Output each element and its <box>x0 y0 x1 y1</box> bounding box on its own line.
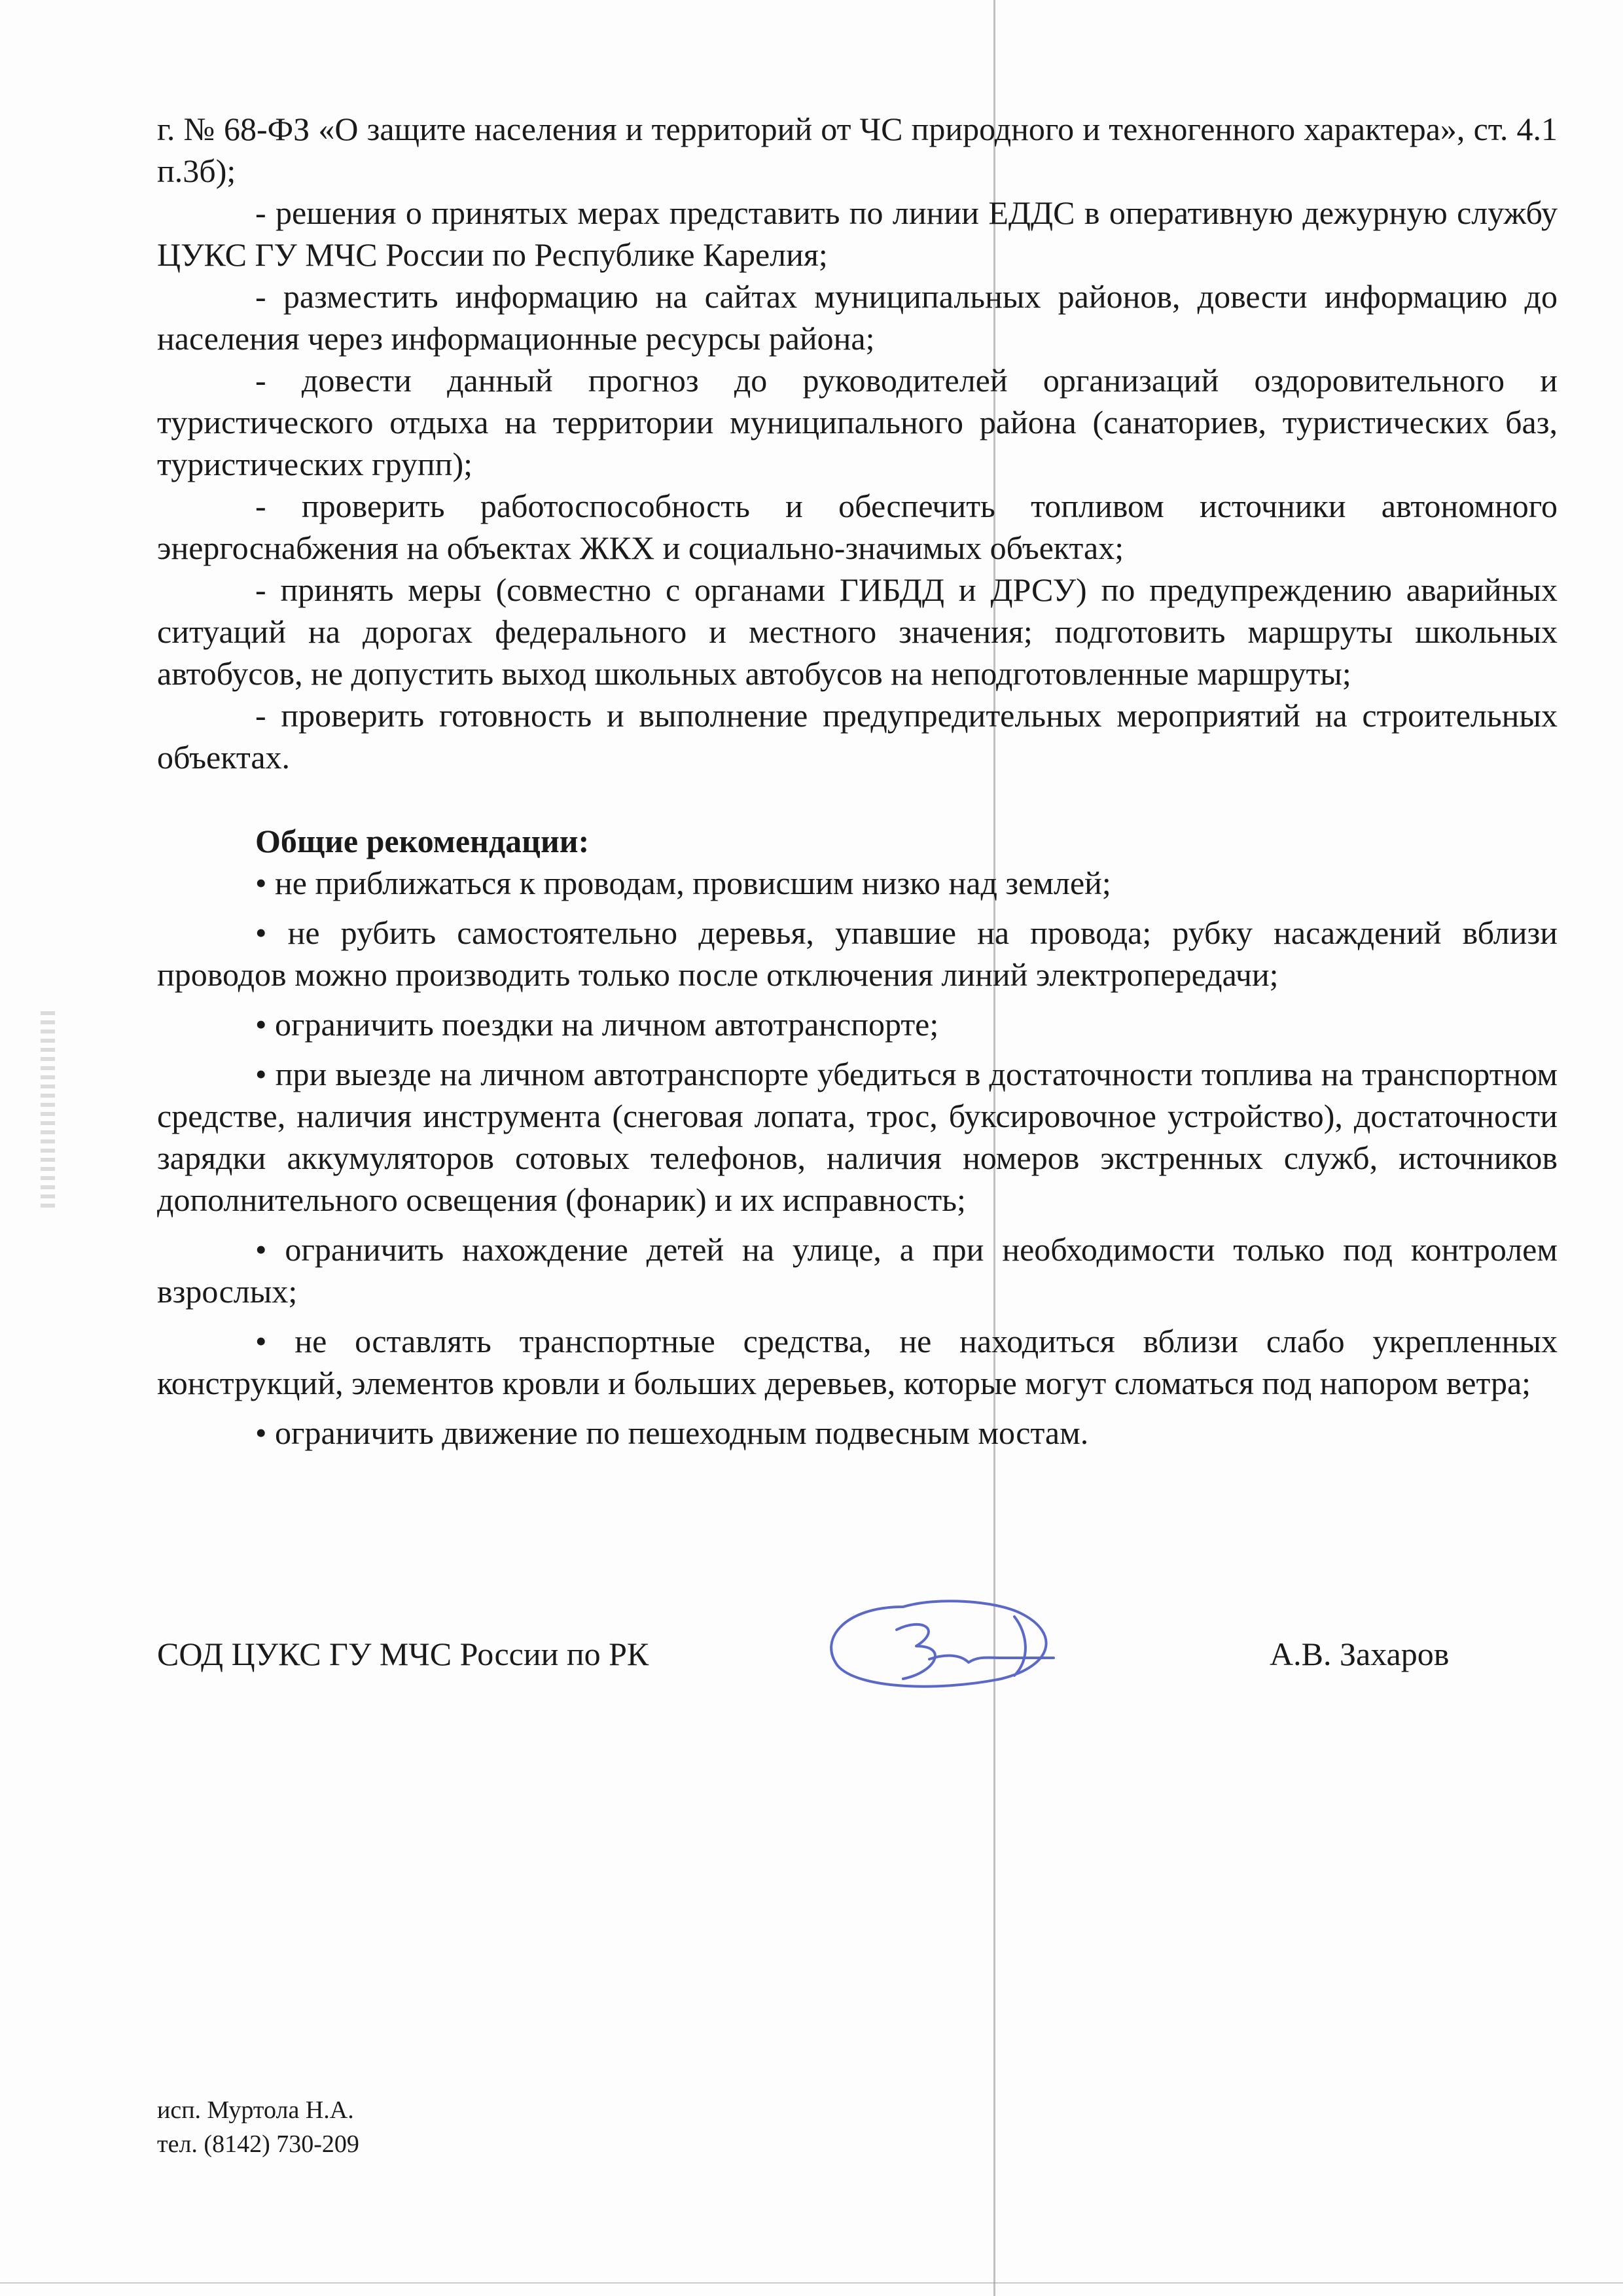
executor-name: исп. Муртола Н.А. <box>157 2096 354 2124</box>
scan-artifact <box>41 1011 55 1208</box>
handwritten-signature <box>805 1581 1067 1705</box>
executor-footer <box>157 2093 359 2161</box>
paragraph-continuation: г. № 68-ФЗ «О защите населения и территорий от ЧС природного и техногенного характера», ст. 4.1 п.3б); <box>157 111 1558 189</box>
recommendations-heading: Общие рекомендации: <box>255 823 590 859</box>
scan-bottom-edge <box>0 2282 1623 2284</box>
recommendation-item: • ограничить движение по пешеходным подвесным мостам. <box>255 1414 1089 1451</box>
paragraph-item: - довести данный прогноз до руководителей организаций оздоровительного и туристического отдыха на территории муниципального района (санаториев, туристических баз, туристических групп); <box>157 362 1558 482</box>
recommendation-item: • не приближаться к проводам, провисшим низко над землей; <box>255 865 1111 901</box>
spacer <box>157 778 1558 820</box>
executor-phone: тел. (8142) 730-209 <box>157 2130 359 2158</box>
document-body <box>157 108 1558 1454</box>
recommendation-item: • при выезде на личном автотранспорте убедиться в достаточности топлива на транспортном средстве, наличия инструмента (снеговая лопата, трос, буксировочное устройство), достаточности зарядки аккумуляторов сотовых телефонов, наличия номеров экстренных служб, источников дополнительного освещения (фонарик) и их исправность; <box>157 1056 1558 1218</box>
recommendation-item: • не рубить самостоятельно деревья, упавшие на провода; рубку насаждений вблизи проводов можно производить только после отключения линий электропередачи; <box>157 914 1558 993</box>
signature-block <box>157 1617 1558 1708</box>
recommendation-item: • ограничить поездки на личном автотранспорте; <box>255 1006 939 1043</box>
paragraph-item: - разместить информацию на сайтах муниципальных районов, довести информацию до населения через информационные ресурсы района; <box>157 278 1558 357</box>
recommendation-item: • не оставлять транспортные средства, не находиться вблизи слабо укрепленных конструкций, элементов кровли и больших деревьев, которые могут сломаться под напором ветра; <box>157 1323 1558 1401</box>
paragraph-item: - проверить работоспособность и обеспечить топливом источники автономного энергоснабжения на объектах ЖКХ и социально-значимых объектах; <box>157 488 1558 566</box>
paragraph-item: - решения о принятых мерах представить по линии ЕДДС в оперативную дежурную службу ЦУКС ГУ МЧС России по Республике Карелия; <box>157 194 1558 273</box>
signatory-position: СОД ЦУКС ГУ МЧС России по РК <box>157 1636 649 1672</box>
paragraph-item: - принять меры (совместно с органами ГИБДД и ДРСУ) по предупреждению аварийных ситуаций на дорогах федерального и местного значения; подготовить маршруты школьных автобусов, не допустить выход школьных автобусов на неподготовленные маршруты; <box>157 571 1558 692</box>
paragraph-item: - проверить готовность и выполнение предупредительных мероприятий на строительных объектах. <box>157 697 1558 776</box>
recommendation-item: • ограничить нахождение детей на улице, а при необходимости только под контролем взрослых; <box>157 1231 1558 1310</box>
signatory-name: А.В. Захаров <box>1270 1636 1450 1672</box>
